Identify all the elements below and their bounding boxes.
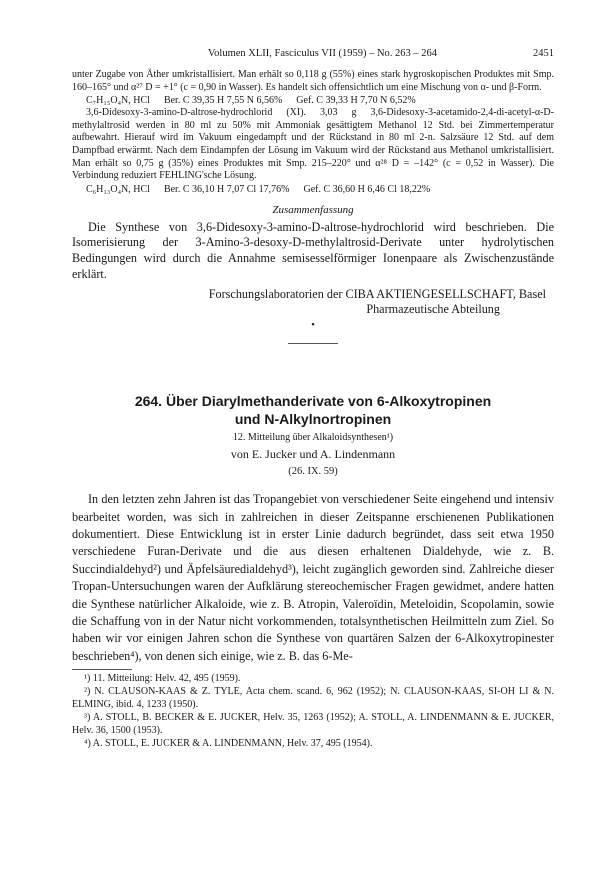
journal-page: [72, 48, 554, 750]
analysis-calculated: Ber. C 39,35 H 7,55 N 6,56%: [163, 95, 283, 107]
article-body: [72, 491, 554, 665]
page-number: 2451: [533, 48, 554, 59]
affiliation: [72, 287, 554, 317]
article-title-line-2: und N-Alkylnortropinen: [234, 411, 392, 428]
article-date: (26. IX. 59): [288, 466, 338, 478]
footnote-2: ²) N. CLAUSON-KAAS & Z. TYLE, Acta chem. scand. 6, 962 (1952); N. CLAUSON-KAAS, SI-OH LI & N. ELMING, ibid. 4, 1233 (1950).: [72, 686, 554, 711]
article-title-line-1: 264. Über Diarylmethanderivate von 6-Alkoxytropinen: [134, 393, 492, 410]
footnote-rule: [72, 669, 132, 670]
summary-text-block: [72, 220, 554, 282]
affiliation-line-2: Pharmazeutische Abteilung: [366, 302, 500, 317]
elemental-analysis-1: [72, 94, 554, 107]
elemental-analysis-2: [72, 183, 554, 196]
running-header: [72, 48, 554, 59]
footnote-1: ¹) 11. Mitteilung: Helv. 42, 495 (1959).: [84, 673, 241, 685]
section-divider: [288, 343, 338, 344]
experimental-paragraph-1: unter Zugabe von Äther umkristallisiert. Man erhält so 0,118 g (55%) eines stark hygroskopischen Produktes mit Smp. 160–165° und α²⁷ D = +1° (c = 0,90 in Wasser). Es handelt sich offensichtlich um eine Mischung von α- und β-Form.: [72, 69, 554, 93]
article-title: [72, 392, 554, 428]
experimental-section: [72, 69, 554, 196]
footnote-4: ⁴) A. STOLL, E. JUCKER & A. LINDENMANN, Helv. 37, 495 (1954).: [84, 738, 373, 750]
analysis-formula: C₆H₁₃O₄N, HCl: [86, 183, 150, 195]
article-authors: von E. Jucker und A. Lindenmann: [230, 447, 396, 462]
affiliation-line-1: Forschungslaboratorien der CIBA AKTIENGESELLSCHAFT, Basel: [208, 287, 546, 302]
experimental-paragraph-2: 3,6-Didesoxy-3-amino-D-altrose-hydrochlorid (XI). 3,03 g 3,6-Didesoxy-3-acetamido-2,4-di-acetyl-α-D-methylaltrosid werden in 80 ml zu 50% mit Ammoniak gesättigtem Methanol 12 Std. bei Zimmertemperatur aufbewahrt. Hierauf wird im Vakuum eingedampft und der Rückstand in 80 ml 2-n. Salzsäure 12 Std. auf dem Dampfbad erwärmt. Nach dem Eindampfen der Lösung im Vakuum wird der Rückstand aus Methanol umkristallisiert. Man erhält so 0,75 g (35%) eines Produktes mit Smp. 215–220° und α²⁸ D = –142° (c = 0,52 in Wasser). Die Verbindung reduziert FEHLING'sche Lösung.: [72, 107, 554, 182]
analysis-found: Gef. C 36,60 H 6,46 Cl 18,22%: [303, 183, 431, 195]
analysis-formula: C₇H₁₅O₄N, HCl: [86, 95, 150, 107]
analysis-calculated: Ber. C 36,10 H 7,07 Cl 17,76%: [163, 183, 290, 195]
body-paragraph: In den letzten zehn Jahren ist das Tropangebiet von verschiedener Seite eingehend und intensiv bearbeitet worden, was sich in zahlreichen in dieser Zeitspanne erschienenen Publikationen dokumentiert. Diese Entwicklung ist in erster Linie dadurch begründet, dass seit etwa 1950 verschiedene Furan-Derivate und die aus diesen erhaltenen Dialdehyde, wie z. B. Succindialdehyd²) und Äpfelsäuredialdehyd³), leicht zugänglich geworden sind. Zahlreiche dieser Tropan-Untersuchungen waren der Aufklärung stereochemischer Fragen gewidmet, andere hatten die Synthese natürlicher Alkaloide, wie z. B. Atropin, Valeroïdin, Meteloidin, Scopolamin, sowie die Schaffung von in der Natur nicht vorkommenden, totalsynthetischen Heilmitteln zum Ziel. So haben wir vor einigen Jahren schon die Synthese von quartären Salzen der 6-Alkoxytropinester beschrieben⁴), von denen sich einige, wie z. B. das 6-Me-: [72, 492, 554, 663]
summary-heading: Zusammenfassung: [272, 203, 354, 216]
article-subtitle: 12. Mitteilung über Alkaloidsynthesen¹): [232, 432, 394, 444]
summary-text: Die Synthese von 3,6-Didesoxy-3-amino-D-altrose-hydrochlorid wird beschrieben. Die Isomerisierung der 3-Amino-3-desoxy-D-methylaltrosid-Derivate unter hydrolytischen Bedingungen wird durch die Annahme semisesselförmiger Ionenpaare als Zwischenzustände erklärt.: [72, 219, 554, 281]
footnote-3: ³) A. STOLL, B. BECKER & E. JUCKER, Helv. 35, 1263 (1952); A. STOLL, A. LINDENMANN & E. JUCKER, Helv. 36, 1500 (1953).: [72, 712, 554, 737]
dot-ornament: •: [311, 319, 315, 332]
footnotes: [72, 672, 554, 750]
analysis-found: Gef. C 39,33 H 7,70 N 6,52%: [296, 95, 416, 107]
journal-citation: Volumen XLII, Fasciculus VII (1959) – No. 263 – 264: [207, 48, 438, 59]
